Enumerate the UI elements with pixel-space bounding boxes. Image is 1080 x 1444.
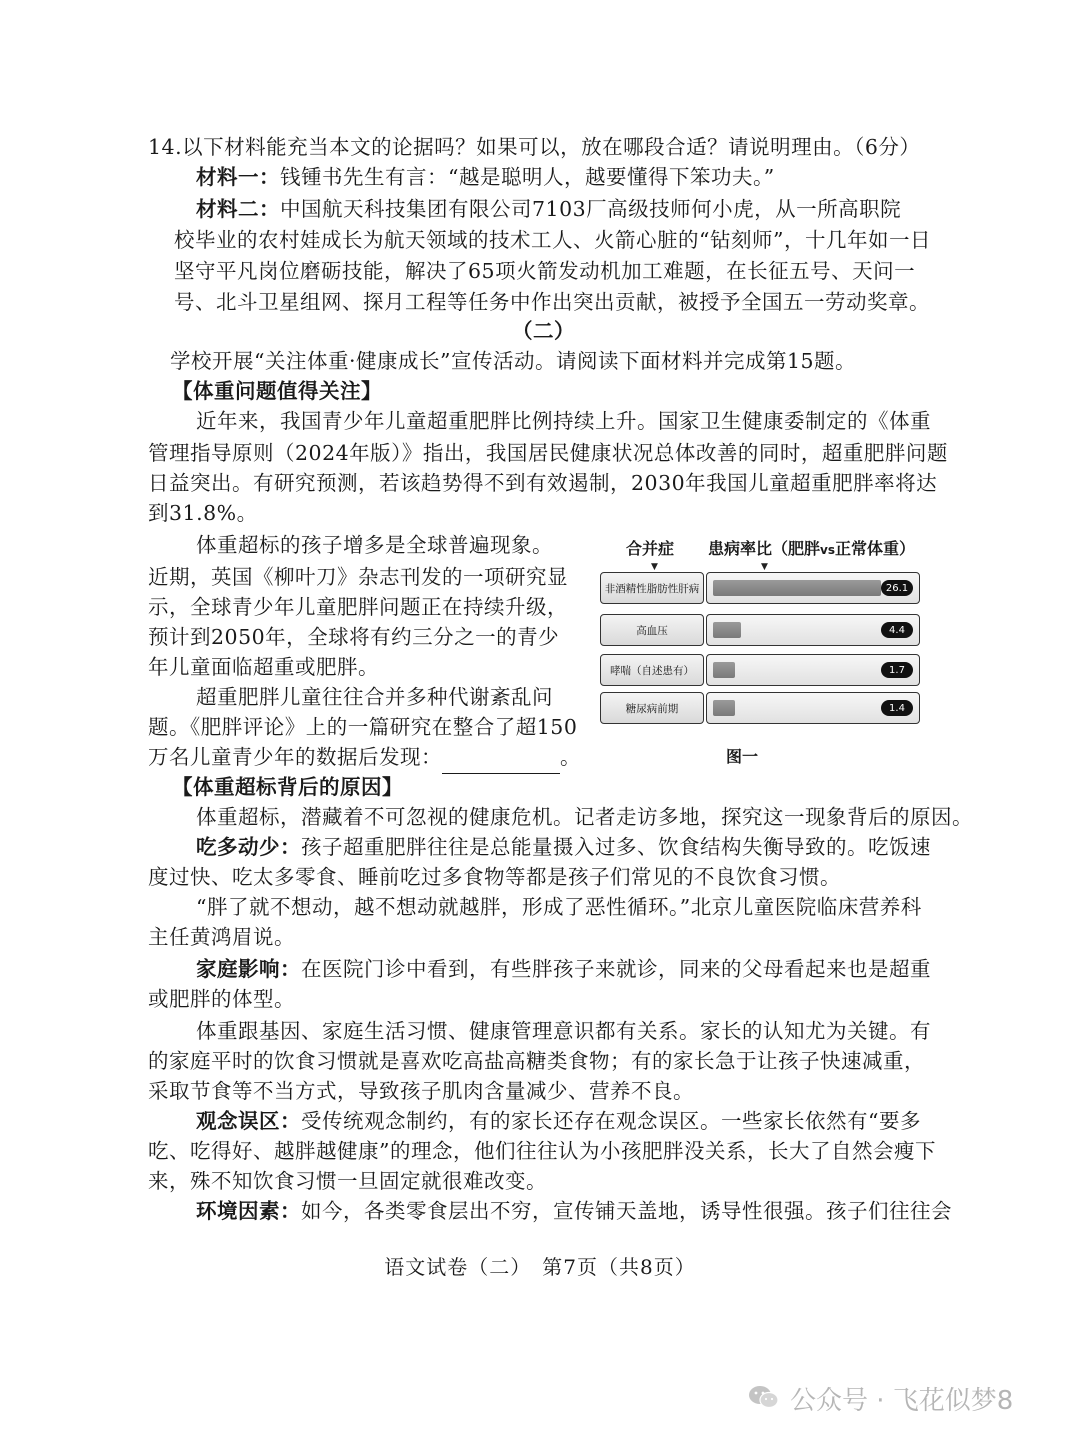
chart-row [600, 692, 922, 724]
watermark-text: 公众号 · 飞花似梦8 [790, 1386, 1014, 1416]
s2-para-a-line-1 [196, 830, 931, 864]
chart-row [600, 572, 922, 604]
s1-para-2-line-1: 体重超标的孩子增多是全球普遍现象。 [196, 533, 553, 557]
chart-value-label: 4.4 [881, 622, 913, 638]
s1-para-2-line-2: 近期，英国《柳叶刀》杂志刊发的一项研究显 [148, 565, 568, 589]
s2-para-d-line-1 [196, 1104, 921, 1138]
chart-caption: 图一 [726, 747, 759, 766]
prevalence-ratio-chart [596, 530, 928, 770]
chart-bar [713, 580, 881, 596]
s1-para-1-line-1: 近年来，我国青少年儿童超重肥胖比例持续上升。国家卫生健康委制定的《体重 [196, 409, 931, 433]
s1-para-1-line-2: 管理指导原则（2024年版）》指出，我国居民健康状况总体改善的同时，超重肥胖问题 [148, 441, 948, 465]
s2-para-b-text-1: 在医院门诊中看到，有些胖孩子来就诊，同来的父母看起来也是超重 [301, 957, 931, 981]
q14-stem: 14.以下材料能充当本文的论据吗？如果可以，放在哪段合适？请说明理由。（6分） [148, 135, 921, 159]
material-2-line-2: 校毕业的农村娃成长为航天领域的技术工人、火箭心脏的“钻刻师”，十几年如一日 [174, 228, 931, 252]
s2-para-d-text-1: 受传统观念制约，有的家长还存在观念误区。一些家长依然有“要多 [301, 1109, 921, 1133]
chart-arrow-right-icon: ▼ [761, 562, 768, 572]
material-2-line-1 [196, 192, 901, 226]
chart-bar [713, 700, 735, 716]
section-2-title: 【体重超标背后的原因】 [172, 775, 403, 799]
s2-label-d: 观念误区： [196, 1109, 301, 1133]
part-2-intro: 学校开展“关注体重·健康成长”宣传活动。请阅读下面材料并完成第15题。 [170, 349, 857, 373]
chart-value-label: 1.7 [881, 662, 913, 678]
s1-para-2-line-5: 年儿童面临超重或肥胖。 [148, 655, 379, 679]
chart-category-label: 高血压 [600, 614, 704, 646]
chart-value-label: 26.1 [881, 580, 913, 596]
s2-para-a-text-1: 孩子超重肥胖往往是总能量摄入过多、饮食结构失衡导致的。吃饭速 [301, 835, 931, 859]
s1-para-3-line-2: 题。《肥胖评论》上的一篇研究在整合了超150 [148, 715, 578, 739]
chart-bar-track [706, 572, 920, 604]
chart-category-label: 糖尿病前期 [600, 692, 704, 724]
material-1-label: 材料一： [196, 165, 280, 189]
chart-category-label: 非酒精性脂肪性肝病 [600, 572, 704, 604]
s2-para-c-line-2: 的家庭平时的饮食习惯就是喜欢吃高盐高糖类食物；有的家长急于让孩子快速减重， [148, 1049, 925, 1073]
s2-label-b: 家庭影响： [196, 957, 301, 981]
answer-blank[interactable] [442, 751, 560, 774]
s2-quote-line-2: 主任黄鸿眉说。 [148, 925, 295, 949]
s1-para-1-line-4: 到31.8%。 [148, 501, 258, 525]
chart-bar-track [706, 692, 920, 724]
material-2-line-4: 号、北斗卫星组网、探月工程等任务中作出突出贡献，被授予全国五一劳动奖章。 [174, 290, 930, 314]
chart-header-left: 合并症 [626, 539, 675, 558]
s2-para-e-line-1 [196, 1194, 952, 1228]
s2-label-a: 吃多动少： [196, 835, 301, 859]
chart-bar-track [706, 654, 920, 686]
material-1 [196, 160, 775, 194]
s2-para-1: 体重超标，潜藏着不可忽视的健康危机。记者走访多地，探究这一现象背后的原因。 [196, 805, 973, 829]
chart-row [600, 614, 922, 646]
chart-header-right-a: 患病率比（肥胖 [708, 539, 821, 558]
chart-header-vs: vs [820, 543, 835, 557]
s1-para-1-line-3: 日益突出。有研究预测，若该趋势得不到有效遏制，2030年我国儿童超重肥胖率将达 [148, 471, 938, 495]
s1-para-3-text: 万名儿童青少年的数据后发现： [148, 745, 442, 769]
part-2-heading: （二） [512, 319, 575, 343]
s1-para-3-end: 。 [560, 745, 581, 769]
chart-bar [713, 662, 735, 678]
section-1-title: 【体重问题值得关注】 [172, 379, 382, 403]
s2-para-d-line-3: 来，殊不知饮食习惯一旦固定就很难改变。 [148, 1169, 547, 1193]
chart-value-label: 1.4 [881, 700, 913, 716]
page-footer: 语文试卷（二） 第7页（共8页） [384, 1255, 696, 1279]
s2-para-d-line-2: 吃、吃得好、越胖越健康”的理念，他们往往认为小孩肥胖没关系，长大了自然会瘦下 [148, 1139, 936, 1163]
s1-para-3-line-3 [148, 740, 581, 774]
s2-para-b-line-2: 或肥胖的体型。 [148, 987, 295, 1011]
chart-header-right [708, 536, 915, 559]
s2-para-b-line-1 [196, 952, 931, 986]
s1-para-2-line-4: 预计到2050年，全球将有约三分之一的青少 [148, 625, 560, 649]
chart-header [596, 536, 928, 572]
s2-label-e: 环境因素： [196, 1199, 301, 1223]
s1-para-3-line-1: 超重肥胖儿童往往合并多种代谢紊乱问 [196, 685, 553, 709]
s2-para-c-line-1: 体重跟基因、家庭生活习惯、健康管理意识都有关系。家长的认知尤为关键。有 [196, 1019, 931, 1043]
s2-quote-line-1: “胖了就不想动，越不想动就越胖，形成了恶性循环。”北京儿童医院临床营养科 [196, 895, 922, 919]
chart-row [600, 654, 922, 686]
s2-para-a-line-2: 度过快、吃太多零食、睡前吃过多食物等都是孩子们常见的不良饮食习惯。 [148, 865, 841, 889]
s2-para-c-line-3: 采取节食等不当方式，导致孩子肌肉含量减少、营养不良。 [148, 1079, 694, 1103]
material-2-line-3: 坚守平凡岗位磨砺技能，解决了65项火箭发动机加工难题，在长征五号、天问一 [174, 259, 916, 283]
chart-category-label: 哮喘（自述患有） [600, 654, 704, 686]
material-1-text: 钱锺书先生有言：“越是聪明人，越要懂得下笨功夫。” [280, 165, 775, 189]
chart-bar [713, 622, 741, 638]
material-2-text-1: 中国航天科技集团有限公司7103厂高级技师何小虎，从一所高职院 [280, 197, 902, 221]
chart-arrow-left-icon: ▼ [651, 562, 658, 572]
material-2-label: 材料二： [196, 197, 280, 221]
s1-para-2-line-3: 示，全球青少年儿童肥胖问题正在持续升级， [148, 595, 568, 619]
chart-bar-track [706, 614, 920, 646]
s2-para-e-text-1: 如今，各类零食层出不穷，宣传铺天盖地，诱导性很强。孩子们往往会 [301, 1199, 952, 1223]
wechat-icon [748, 1384, 780, 1410]
chart-header-right-b: 正常体重） [834, 539, 915, 558]
